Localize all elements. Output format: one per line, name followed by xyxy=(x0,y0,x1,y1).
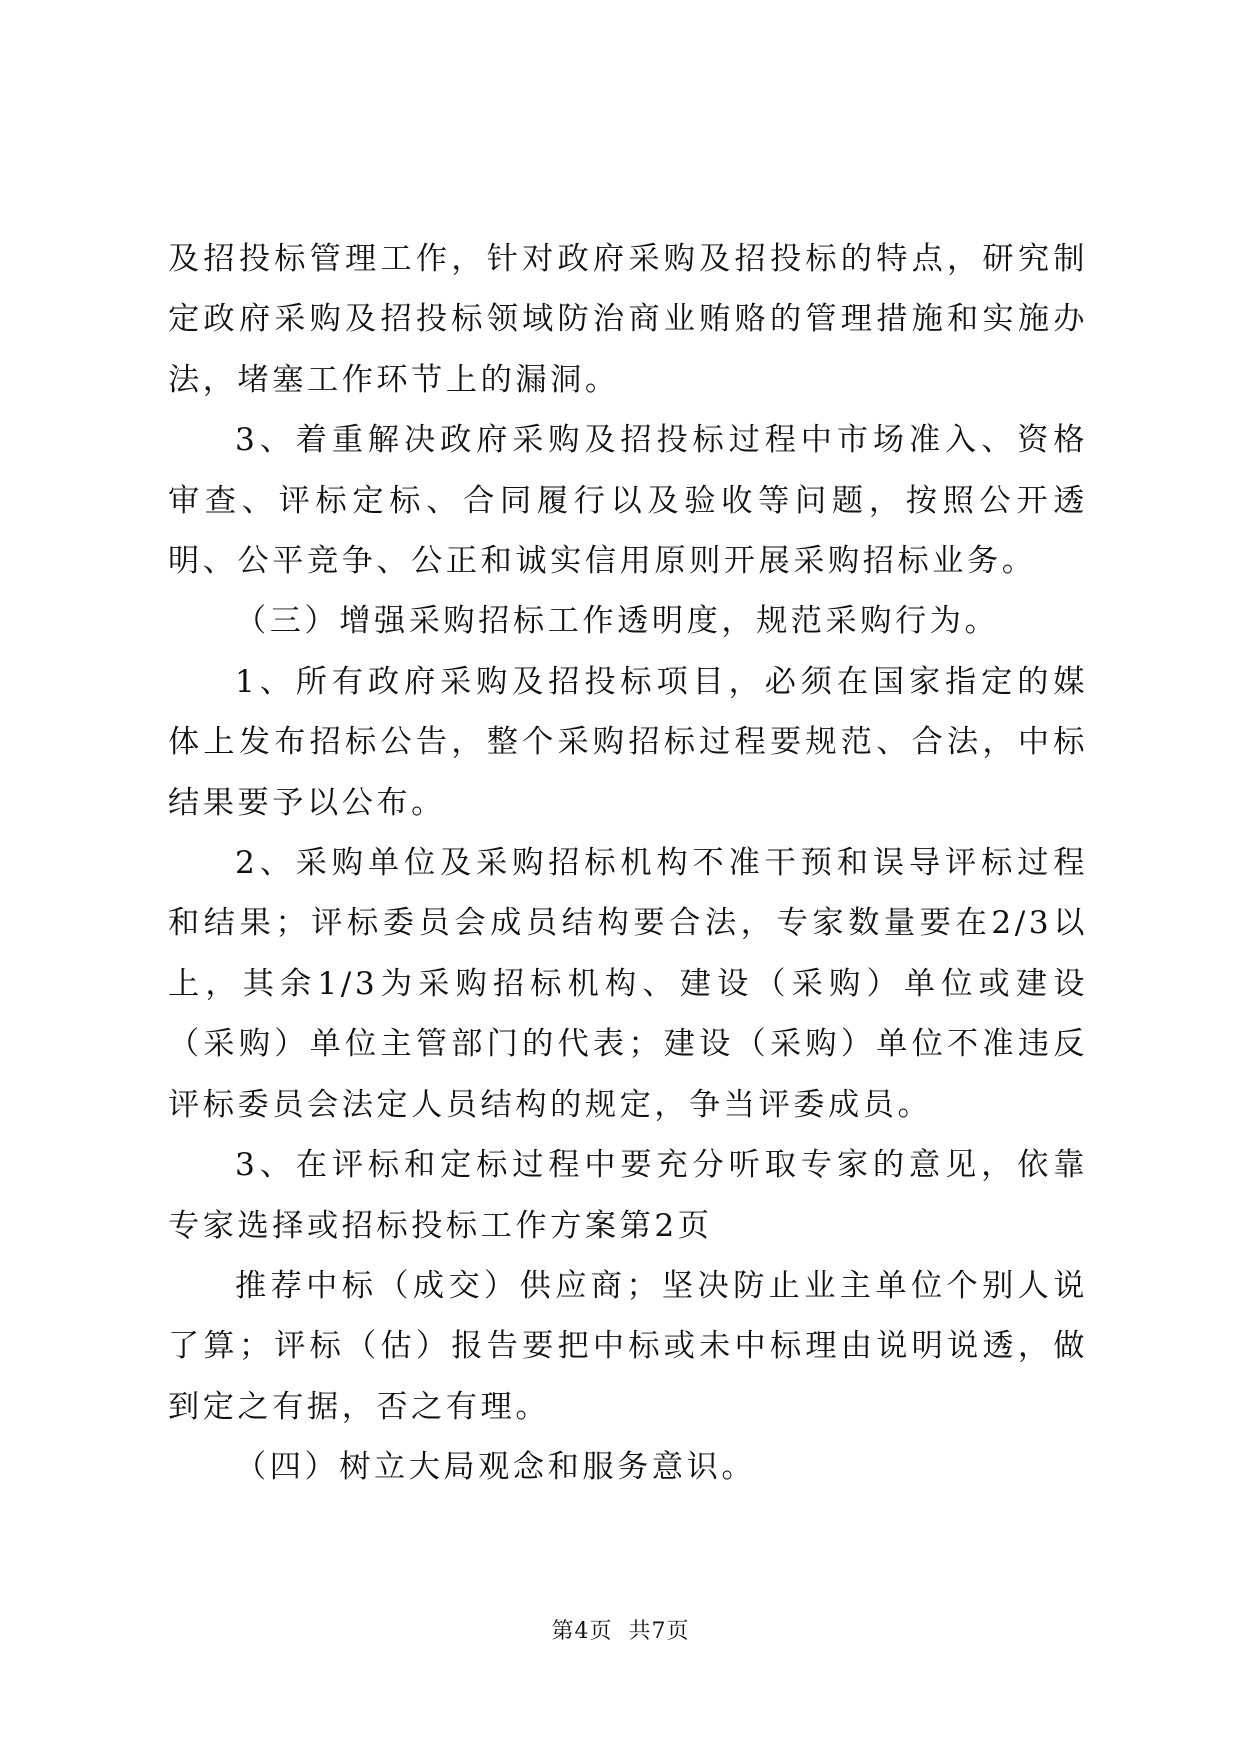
document-body xyxy=(168,229,1088,1498)
page-number-label: 第4页 共7页 xyxy=(551,1619,690,1644)
paragraph-4: 1、所有政府采购及招投标项目，必须在国家指定的媒体上发布招标公告，整个采购招标过程要规范、合法，中标结果要予以公布。 xyxy=(168,663,1088,821)
paragraph-6: 3、在评标和定标过程中要充分听取专家的意见，依靠专家选择或招标投标工作方案第2页 xyxy=(168,1147,1088,1244)
paragraph-5: 2、采购单位及采购招标机构不准干预和误导评标过程和结果；评标委员会成员结构要合法，专家数量要在2/3以上，其余1/3为采购招标机构、建设（采购）单位或建设（采购）单位主管部门的代表；建设（采购）单位不准违反评标委员会法定人员结构的规定，争当评委成员。 xyxy=(168,845,1088,1123)
paragraph-3: （三）增强采购招标工作透明度，规范采购行为。 xyxy=(235,603,1000,640)
paragraph-2: 3、着重解决政府采购及招投标过程中市场准入、资格审查、评标定标、合同履行以及验收等问题，按照公开透明、公平竞争、公正和诚实信用原则开展采购招标业务。 xyxy=(168,422,1088,580)
paragraph-7: 推荐中标（成交）供应商；坚决防止业主单位个别人说了算；评标（估）报告要把中标或未中标理由说明说透，做到定之有据，否之有理。 xyxy=(168,1267,1088,1425)
paragraph-8: （四）树立大局观念和服务意识。 xyxy=(235,1449,757,1486)
page-footer xyxy=(0,1614,1241,1645)
paragraph-1: 及招投标管理工作，针对政府采购及招投标的特点，研究制定政府采购及招投标领域防治商业贿赂的管理措施和实施办法，堵塞工作环节上的漏洞。 xyxy=(168,241,1088,398)
